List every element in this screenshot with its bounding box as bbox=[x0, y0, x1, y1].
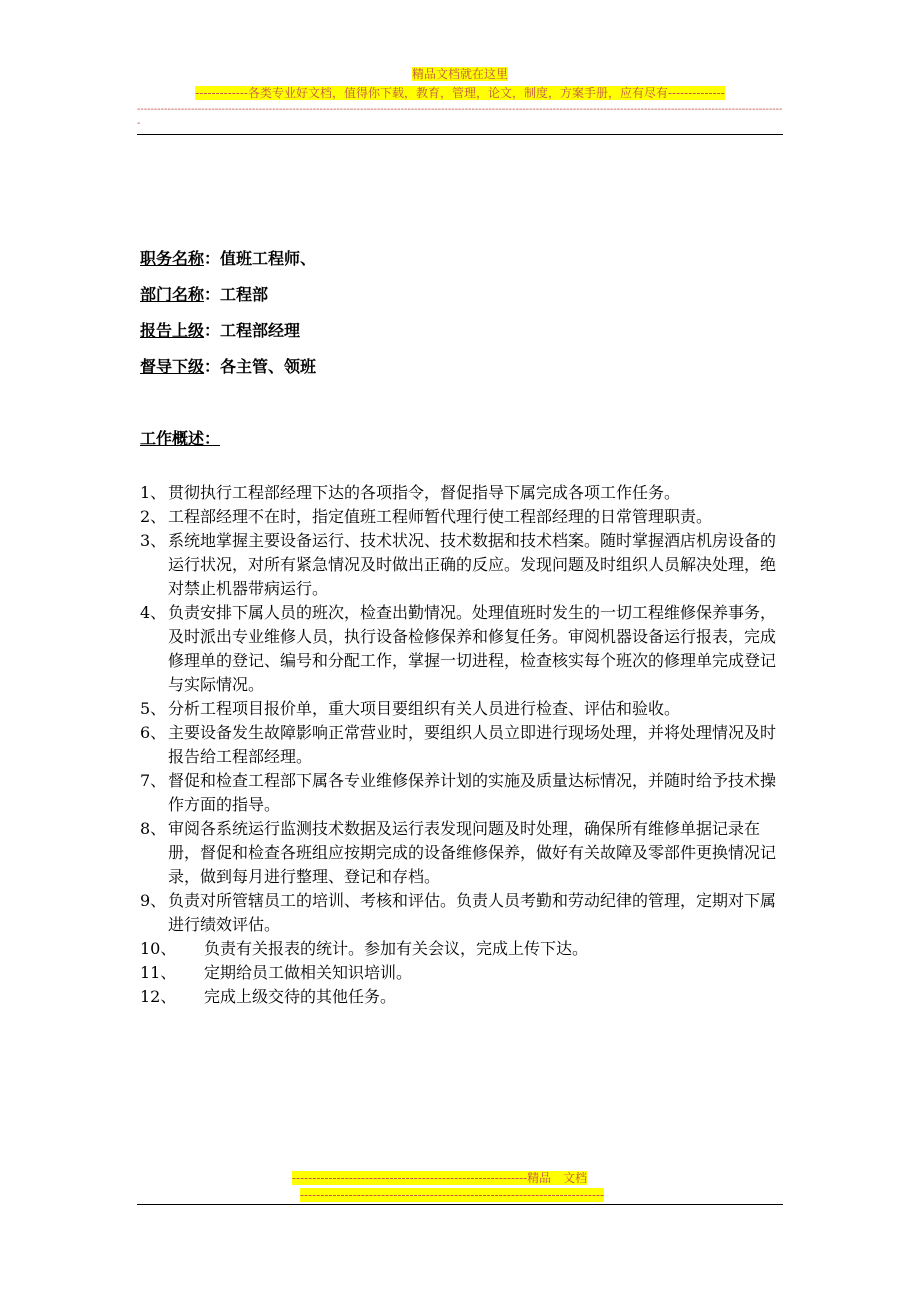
supervises-label: 督导下级 bbox=[140, 357, 205, 376]
duty-text: 定期给员工做相关知识培训。 bbox=[204, 963, 413, 982]
supervises-field bbox=[140, 356, 316, 378]
duty-number: 2、 bbox=[140, 507, 167, 526]
duty-number: 5、 bbox=[140, 699, 167, 718]
header-tagline bbox=[137, 85, 783, 101]
duty-item bbox=[140, 505, 786, 529]
duties-list bbox=[140, 481, 786, 1009]
department-field bbox=[140, 284, 268, 306]
duty-number: 12、 bbox=[140, 987, 177, 1006]
duty-text: 督促和检查工程部下属各专业维修保养计划的实施及质量达标情况，并随时给予技术操作方面的指导。 bbox=[168, 771, 777, 814]
header-tagline-text: -------------各类专业好文档，值得你下载，教育，管理，论文，制度，方案手册，应有尽有-------------- bbox=[195, 86, 725, 100]
duty-number: 3、 bbox=[140, 531, 167, 550]
supervises-value: ：各主管、领班 bbox=[204, 357, 317, 376]
duty-number: 7、 bbox=[140, 771, 167, 790]
duty-text: 负责对所管辖员工的培训、考核和评估。负责人员考勤和劳动纪律的管理，定期对下属进行绩效评估。 bbox=[168, 891, 777, 934]
duty-item bbox=[140, 961, 786, 985]
job-title-field bbox=[140, 248, 316, 270]
duty-number: 6、 bbox=[140, 723, 167, 742]
duty-text: 工程部经理不在时，指定值班工程师暂代理行使工程部经理的日常管理职责。 bbox=[168, 507, 713, 526]
reports-to-field bbox=[140, 320, 300, 342]
duty-item bbox=[140, 529, 786, 601]
reports-to-label: 报告上级 bbox=[140, 321, 205, 340]
duty-text: 主要设备发生故障影响正常营业时，要组织人员立即进行现场处理，并将处理情况及时报告给工程部经理。 bbox=[168, 723, 777, 766]
duty-item bbox=[140, 721, 786, 769]
footer-divider bbox=[137, 1204, 783, 1205]
duty-number: 8、 bbox=[140, 819, 167, 838]
duty-number: 4、 bbox=[140, 603, 167, 622]
duty-item bbox=[140, 937, 786, 961]
header-dash-line: ------------------------------------------------------------------------------------------------------------------------------------------------------------------------------------------------ bbox=[137, 104, 783, 129]
footer-line-1 bbox=[292, 1170, 628, 1186]
reports-to-value: ：工程部经理 bbox=[204, 321, 301, 340]
job-title-label: 职务名称 bbox=[140, 249, 205, 268]
duty-number: 11、 bbox=[140, 963, 177, 982]
footer-line-2 bbox=[300, 1188, 620, 1202]
duty-item bbox=[140, 769, 786, 817]
duty-item bbox=[140, 697, 786, 721]
duty-item bbox=[140, 817, 786, 889]
department-label: 部门名称 bbox=[140, 285, 205, 304]
duty-text: 完成上级交待的其他任务。 bbox=[204, 987, 397, 1006]
header-title-text: 精品文档就在这里 bbox=[411, 67, 508, 81]
duty-item bbox=[140, 889, 786, 937]
duty-item bbox=[140, 601, 786, 697]
header-title bbox=[137, 66, 783, 82]
duty-number: 1、 bbox=[140, 483, 167, 502]
duty-text: 系统地掌握主要设备运行、技术状况、技术数据和技术档案。随时掌握酒店机房设备的运行状况，对所有紧急情况及时做出正确的反应。发现问题及时组织人员解决处理，绝对禁止机器带病运行。 bbox=[168, 531, 777, 598]
duty-number: 9、 bbox=[140, 891, 167, 910]
footer-line-2-text: --------------------------------------------------------------------------- bbox=[300, 1188, 605, 1202]
header-divider bbox=[137, 134, 783, 135]
overview-heading: 工作概述： bbox=[140, 429, 221, 448]
job-title-value: ：值班工程师、 bbox=[204, 249, 317, 268]
duty-text: 负责安排下属人员的班次，检查出勤情况。处理值班时发生的一切工程维修保养事务，及时派出专业维修人员，执行设备检修保养和修复任务。审阅机器设备运行报表，完成修理单的登记、编号和分配工作，掌握一切进程，检查核实每个班次的修理单完成登记与实际情况。 bbox=[168, 603, 777, 694]
department-value: ：工程部 bbox=[204, 285, 269, 304]
duty-number: 10、 bbox=[140, 939, 177, 958]
footer-line-1-text: ----------------------------------------------------------精品 文档 bbox=[292, 1171, 588, 1185]
duty-item bbox=[140, 481, 786, 505]
duty-text: 审阅各系统运行监测技术数据及运行表发现问题及时处理，确保所有维修单据记录在册，督促和检查各班组应按期完成的设备维修保养，做好有关故障及零部件更换情况记录，做到每月进行整理、登记和存档。 bbox=[168, 819, 777, 886]
duty-text: 负责有关报表的统计。参加有关会议，完成上传下达。 bbox=[204, 939, 589, 958]
duty-text: 贯彻执行工程部经理下达的各项指令，督促指导下属完成各项工作任务。 bbox=[168, 483, 681, 502]
duty-item bbox=[140, 985, 786, 1009]
duty-text: 分析工程项目报价单，重大项目要组织有关人员进行检查、评估和验收。 bbox=[168, 699, 681, 718]
